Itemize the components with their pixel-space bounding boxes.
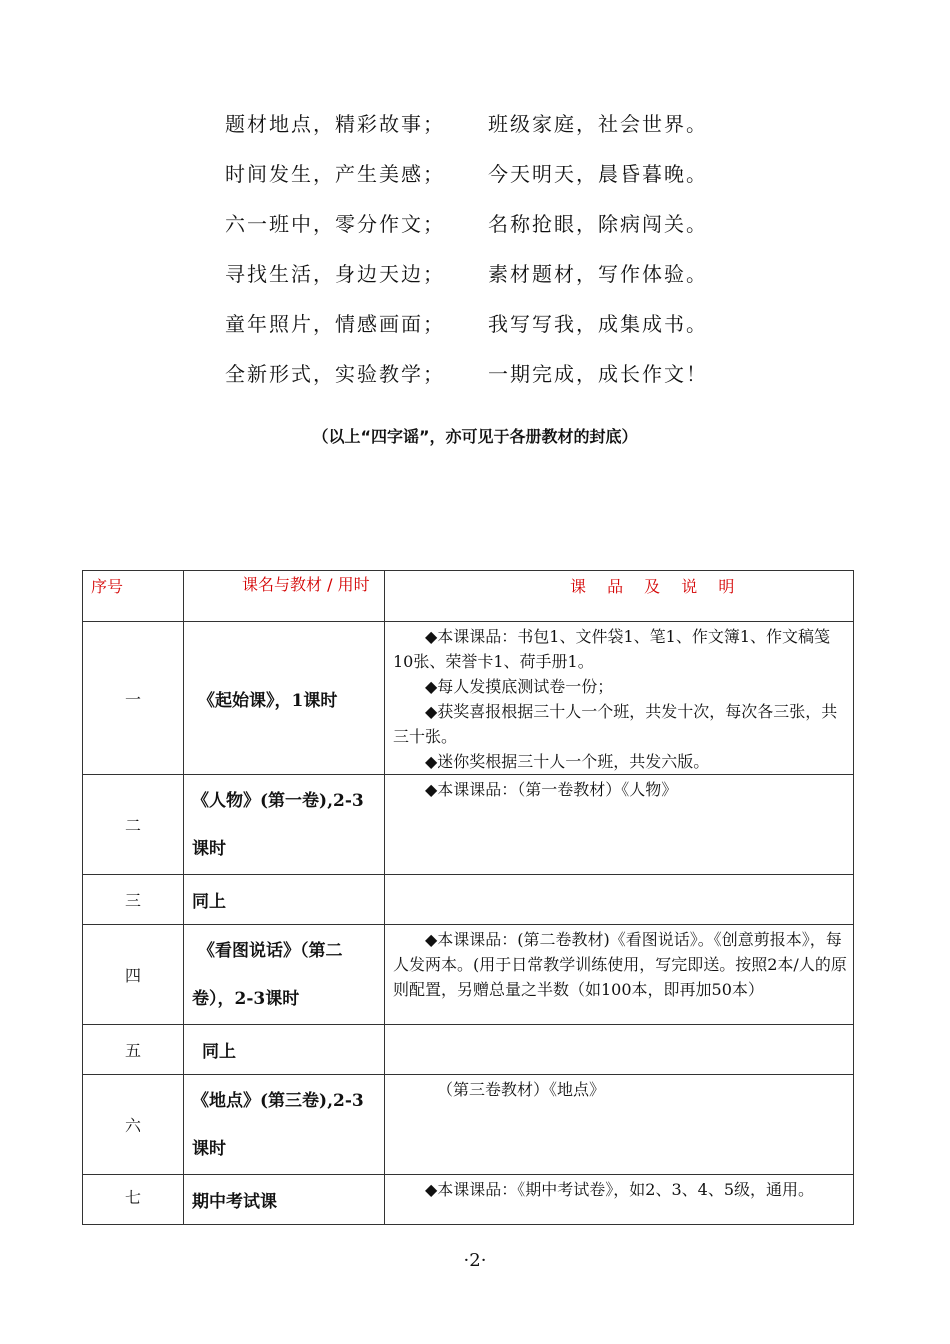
table-row bbox=[83, 1075, 854, 1175]
row-course: 《人物》(第一卷),2-3课时 bbox=[184, 775, 385, 875]
table-row bbox=[83, 925, 854, 1025]
table-row bbox=[83, 1175, 854, 1225]
course-table bbox=[82, 570, 854, 1225]
table-row bbox=[83, 775, 854, 875]
poem-left: 全新形式，实验教学； bbox=[225, 362, 445, 386]
item-line: ◆本课课品：《期中考试卷》，如2、3、4、5级，通用。 bbox=[425, 1180, 815, 1199]
poem-line bbox=[225, 108, 745, 158]
table-header-row bbox=[83, 571, 854, 622]
row-course: 同上 bbox=[184, 1025, 385, 1075]
item-line: ◆每人发摸底测试卷一份； bbox=[425, 677, 614, 696]
row-number: 二 bbox=[83, 775, 184, 875]
row-course: 《看图说话》（第二卷），2-3课时 bbox=[184, 925, 385, 1025]
page-number: ·2· bbox=[463, 1250, 487, 1271]
row-course: 同上 bbox=[184, 875, 385, 925]
row-items bbox=[385, 1075, 854, 1175]
poem-right: 一期完成，成长作文！ bbox=[488, 362, 708, 386]
row-course: 期中考试课 bbox=[184, 1175, 385, 1225]
poem-line bbox=[225, 258, 745, 308]
poem-line bbox=[225, 208, 745, 258]
poem-line bbox=[225, 308, 745, 358]
row-items bbox=[385, 775, 854, 875]
poem-left: 寻找生活，身边天边； bbox=[225, 262, 445, 286]
poem-line bbox=[225, 158, 745, 208]
table-row bbox=[83, 875, 854, 925]
item-line: ◆迷你奖根据三十人一个班，共发六版。 bbox=[425, 752, 710, 771]
table-row bbox=[83, 622, 854, 775]
poem-right: 今天明天，晨昏暮晚。 bbox=[488, 162, 708, 186]
item-line: （第三卷教材）《地点》 bbox=[437, 1080, 606, 1099]
row-items bbox=[385, 1175, 854, 1225]
row-number: 六 bbox=[83, 1075, 184, 1175]
row-number: 七 bbox=[83, 1175, 184, 1225]
row-number: 一 bbox=[83, 622, 184, 775]
header-items: 课 品 及 说 明 bbox=[385, 571, 854, 622]
poem-left: 题材地点，精彩故事； bbox=[225, 112, 445, 136]
item-line: ◆本课课品：书包1、文件袋1、笔1、作文簿1、作文稿笺10张、荣誉卡1、荷手册1。 bbox=[393, 627, 831, 671]
table-row bbox=[83, 1025, 854, 1075]
row-course: 《起始课》，1课时 bbox=[184, 622, 385, 775]
row-course: 《地点》(第三卷),2-3课时 bbox=[184, 1075, 385, 1175]
poem-line bbox=[225, 358, 745, 408]
item-line: ◆获奖喜报根据三十人一个班，共发十次，每次各三张，共三十张。 bbox=[393, 702, 838, 746]
item-line: ◆本课课品：（第一卷教材）《人物》 bbox=[425, 780, 678, 799]
poem-caption: （以上“四字谣”，亦可见于各册教材的封底） bbox=[312, 427, 638, 446]
poem-left: 六一班中，零分作文； bbox=[225, 212, 445, 236]
item-line: ◆本课课品：(第二卷教材)《看图说话》。《创意剪报本》，每人发两本。(用于日常教学训练使用，写完即送。按照2本/人的原则配置，另赠总量之半数（如100本，即再加50本） bbox=[393, 930, 847, 999]
poem-left: 时间发生，产生美感； bbox=[225, 162, 445, 186]
header-course: 课名与教材 / 用时 bbox=[184, 571, 385, 622]
poem-right: 我写写我，成集成书。 bbox=[488, 312, 708, 336]
row-number: 五 bbox=[83, 1025, 184, 1075]
row-items bbox=[385, 925, 854, 1025]
poem-right: 素材题材，写作体验。 bbox=[488, 262, 708, 286]
row-number: 四 bbox=[83, 925, 184, 1025]
poem-left: 童年照片，情感画面； bbox=[225, 312, 445, 336]
poem-right: 班级家庭，社会世界。 bbox=[488, 112, 708, 136]
row-number: 三 bbox=[83, 875, 184, 925]
row-items bbox=[385, 1025, 854, 1075]
poem bbox=[225, 108, 745, 408]
header-number: 序号 bbox=[83, 571, 184, 622]
poem-right: 名称抢眼，除病闯关。 bbox=[488, 212, 708, 236]
row-items bbox=[385, 622, 854, 775]
row-items bbox=[385, 875, 854, 925]
